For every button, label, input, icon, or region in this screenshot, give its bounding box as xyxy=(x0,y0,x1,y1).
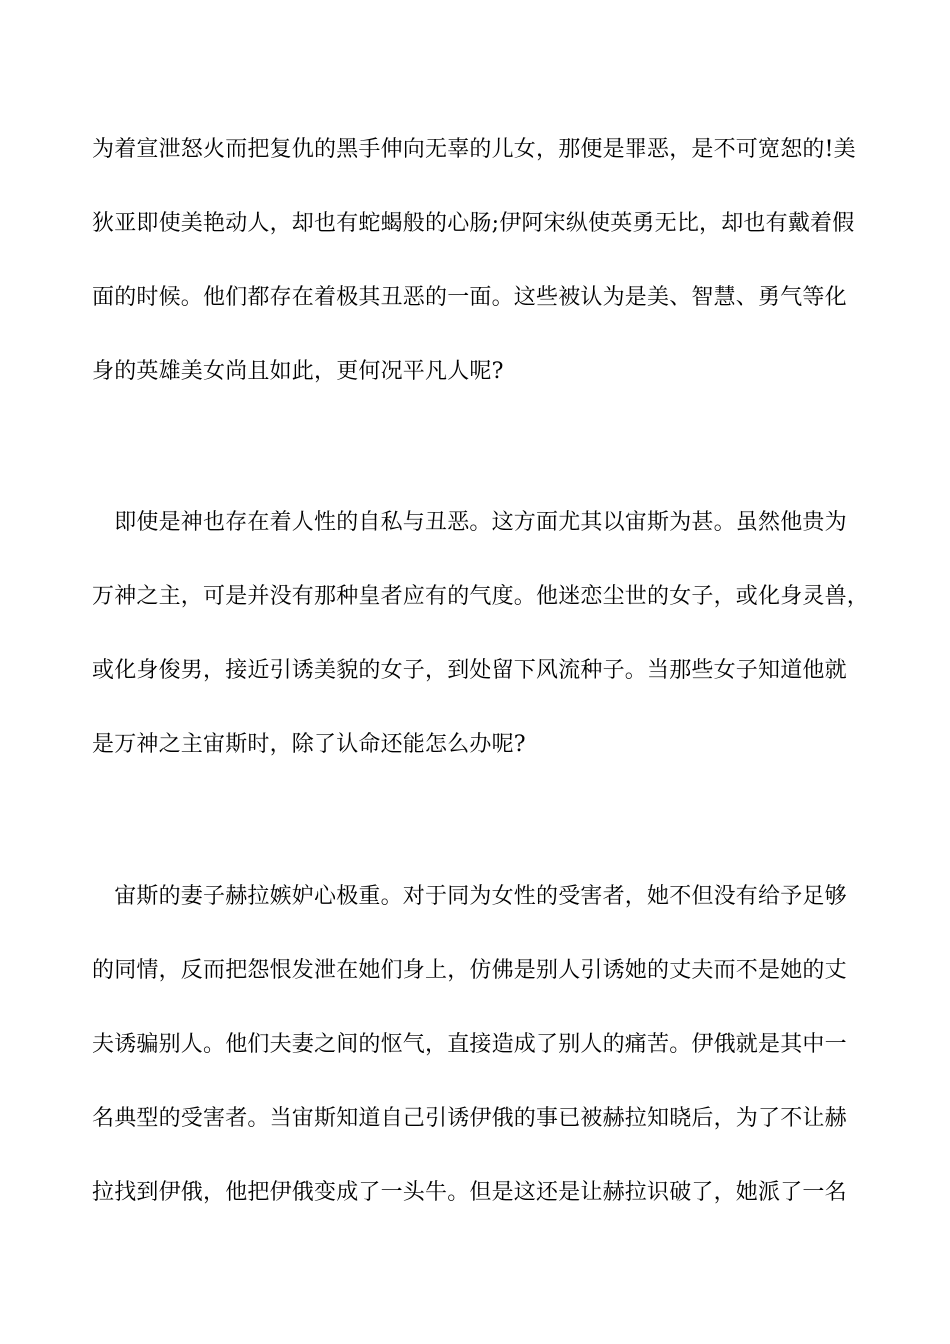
text-line: 为着宣泄怒火而把复仇的黑手伸向无辜的儿女，那便是罪恶，是不可宽恕的!美 xyxy=(92,137,856,162)
paragraph-hera-io xyxy=(92,860,862,1230)
text-line: 即使是神也存在着人性的自私与丑恶。这方面尤其以宙斯为甚。虽然他贵为 xyxy=(92,510,847,535)
text-line: 名典型的受害者。当宙斯知道自己引诱伊俄的事已被赫拉知晓后，为了不让赫 xyxy=(92,1106,847,1131)
text-line: 面的时候。他们都存在着极其丑恶的一面。这些被认为是美、智慧、勇气等化 xyxy=(92,285,847,310)
text-line: 宙斯的妻子赫拉嫉妒心极重。对于同为女性的受害者，她不但没有给予足够 xyxy=(92,884,847,909)
text-line: 万神之主，可是并没有那种皇者应有的气度。他迷恋尘世的女子，或化身灵兽， xyxy=(92,584,870,609)
paragraph-medea-jason xyxy=(92,113,862,409)
text-line: 狄亚即使美艳动人，却也有蛇蝎般的心肠;伊阿宋纵使英勇无比，却也有戴着假 xyxy=(92,211,855,236)
text-line: 拉找到伊俄，他把伊俄变成了一头牛。但是这还是让赫拉识破了，她派了一名 xyxy=(92,1180,847,1205)
text-line: 是万神之主宙斯时，除了认命还能怎么办呢? xyxy=(92,732,526,757)
text-line: 夫诱骗别人。他们夫妻之间的怄气，直接造成了别人的痛苦。伊俄就是其中一 xyxy=(92,1032,847,1057)
text-line: 的同情，反而把怨恨发泄在她们身上，仿佛是别人引诱她的丈夫而不是她的丈 xyxy=(92,958,847,983)
paragraph-zeus xyxy=(92,486,870,782)
text-line: 或化身俊男，接近引诱美貌的女子，到处留下风流种子。当那些女子知道他就 xyxy=(92,658,847,683)
text-line: 身的英雄美女尚且如此，更何况平凡人呢? xyxy=(92,359,504,384)
